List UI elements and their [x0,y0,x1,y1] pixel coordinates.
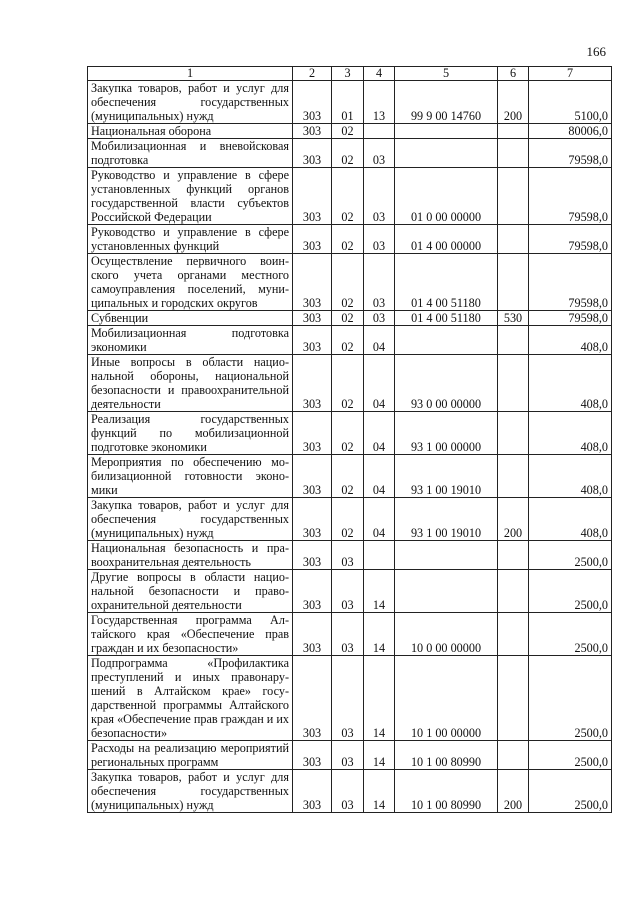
row-rz: 01 [332,81,364,124]
row-csr: 99 9 00 14760 [395,81,498,124]
row-name: Закупка товаров, работ и услуг для обеспечения государственных (муниципальных) нужд [88,770,293,813]
row-rz: 02 [332,311,364,326]
row-vr [498,254,529,311]
row-csr: 10 1 00 00000 [395,656,498,741]
table-row [88,498,612,541]
row-ved: 303 [293,770,332,813]
row-name: Мероприятия по обеспечению мобилизационной готовности экономики [88,455,293,498]
row-vr: 200 [498,81,529,124]
column-header: 5 [395,67,498,81]
table-row [88,81,612,124]
row-rz: 03 [332,613,364,656]
row-sum: 408,0 [529,455,612,498]
row-ved: 303 [293,124,332,139]
table-row [88,225,612,254]
row-ved: 303 [293,570,332,613]
table-row [88,656,612,741]
row-pr: 14 [364,656,395,741]
row-vr [498,412,529,455]
row-sum: 79598,0 [529,139,612,168]
row-sum: 80006,0 [529,124,612,139]
row-vr [498,355,529,412]
row-csr [395,124,498,139]
row-pr: 04 [364,412,395,455]
row-name: Мобилизационная и вневойсковая подготовка [88,139,293,168]
row-pr [364,124,395,139]
row-pr: 04 [364,455,395,498]
row-csr: 01 4 00 51180 [395,311,498,326]
table-row [88,139,612,168]
column-header: 3 [332,67,364,81]
row-ved: 303 [293,412,332,455]
row-rz: 03 [332,741,364,770]
row-csr: 93 1 00 19010 [395,498,498,541]
row-pr: 03 [364,139,395,168]
table-row [88,412,612,455]
row-csr: 93 1 00 19010 [395,455,498,498]
row-csr: 10 0 00 00000 [395,613,498,656]
row-pr: 14 [364,770,395,813]
row-pr: 03 [364,311,395,326]
row-csr: 10 1 00 80990 [395,741,498,770]
row-name: Закупка товаров, работ и услуг для обеспечения государственных (муниципальных) нужд [88,81,293,124]
row-name: Подпрограмма «Профилактика преступлений и иных правонарушений в Алтайском крае» государственной программы Алтайского края «Обеспечение прав граждан и их безопасности» [88,656,293,741]
row-vr [498,225,529,254]
row-ved: 303 [293,168,332,225]
row-ved: 303 [293,254,332,311]
row-name: Национальная оборона [88,124,293,139]
row-vr: 200 [498,498,529,541]
row-pr: 14 [364,613,395,656]
row-ved: 303 [293,311,332,326]
row-csr: 93 0 00 00000 [395,355,498,412]
row-ved: 303 [293,455,332,498]
row-name: Осуществление первичного воинского учета органами местного самоуправления поселений, муниципальных и городских округов [88,254,293,311]
row-rz: 02 [332,326,364,355]
row-sum: 2500,0 [529,770,612,813]
table-row [88,326,612,355]
table-row [88,741,612,770]
row-sum: 2500,0 [529,541,612,570]
row-csr: 93 1 00 00000 [395,412,498,455]
row-rz: 02 [332,498,364,541]
row-name: Расходы на реализацию мероприятий региональных программ [88,741,293,770]
row-ved: 303 [293,656,332,741]
table-row [88,613,612,656]
row-rz: 03 [332,770,364,813]
table-row [88,541,612,570]
row-ved: 303 [293,541,332,570]
column-header: 7 [529,67,612,81]
row-rz: 03 [332,656,364,741]
row-name: Закупка товаров, работ и услуг для обеспечения государственных (муниципальных) нужд [88,498,293,541]
row-vr [498,139,529,168]
row-rz: 02 [332,355,364,412]
row-sum: 408,0 [529,326,612,355]
row-name: Другие вопросы в области национальной безопасности и правоохранительной деятельности [88,570,293,613]
table-row [88,770,612,813]
row-ved: 303 [293,81,332,124]
column-header: 1 [88,67,293,81]
row-sum: 408,0 [529,412,612,455]
row-vr [498,541,529,570]
table-row [88,455,612,498]
table-header-row [88,67,612,81]
row-rz: 02 [332,254,364,311]
row-rz: 03 [332,570,364,613]
row-pr [364,541,395,570]
row-vr [498,570,529,613]
row-sum: 79598,0 [529,254,612,311]
row-csr: 01 4 00 00000 [395,225,498,254]
row-pr: 14 [364,570,395,613]
row-pr: 03 [364,225,395,254]
row-name: Мобилизационная подготовка экономики [88,326,293,355]
row-pr: 03 [364,254,395,311]
row-sum: 79598,0 [529,311,612,326]
row-rz: 03 [332,541,364,570]
table-row [88,355,612,412]
row-vr [498,613,529,656]
row-rz: 02 [332,412,364,455]
row-name: Субвенции [88,311,293,326]
table-row [88,570,612,613]
row-pr: 04 [364,355,395,412]
row-rz: 02 [332,455,364,498]
row-csr: 10 1 00 80990 [395,770,498,813]
row-pr: 13 [364,81,395,124]
row-vr: 200 [498,770,529,813]
row-sum: 5100,0 [529,81,612,124]
row-name: Реализация государственных функций по мобилизационной подготовке экономики [88,412,293,455]
row-vr [498,656,529,741]
row-sum: 79598,0 [529,168,612,225]
row-ved: 303 [293,613,332,656]
row-pr: 04 [364,498,395,541]
row-ved: 303 [293,498,332,541]
row-vr: 530 [498,311,529,326]
row-name: Руководство и управление в сфере установленных функций органов государственной власти субъектов Российской Федерации [88,168,293,225]
row-ved: 303 [293,326,332,355]
row-ved: 303 [293,355,332,412]
row-rz: 02 [332,225,364,254]
row-sum: 2500,0 [529,613,612,656]
column-header: 2 [293,67,332,81]
column-header: 6 [498,67,529,81]
row-sum: 2500,0 [529,656,612,741]
row-name: Иные вопросы в области национальной обороны, национальной безопасности и правоохранительной деятельности [88,355,293,412]
row-sum: 408,0 [529,355,612,412]
row-sum: 408,0 [529,498,612,541]
row-csr [395,570,498,613]
row-name: Руководство и управление в сфере установленных функций [88,225,293,254]
row-rz: 02 [332,124,364,139]
row-ved: 303 [293,225,332,254]
row-rz: 02 [332,139,364,168]
row-vr [498,741,529,770]
row-csr: 01 4 00 51180 [395,254,498,311]
row-vr [498,168,529,225]
row-pr: 14 [364,741,395,770]
table-body [88,81,612,813]
row-csr [395,139,498,168]
column-header: 4 [364,67,395,81]
row-name: Государственная программа Алтайского края «Обеспечение прав граждан и их безопасности» [88,613,293,656]
row-csr: 01 0 00 00000 [395,168,498,225]
row-csr [395,326,498,355]
row-pr: 03 [364,168,395,225]
page-number: 166 [586,44,606,59]
row-name: Национальная безопасность и правоохранительная деятельность [88,541,293,570]
table-row [88,311,612,326]
row-vr [498,124,529,139]
row-sum: 2500,0 [529,741,612,770]
table-row [88,254,612,311]
table-row [88,124,612,139]
row-vr [498,455,529,498]
row-sum: 2500,0 [529,570,612,613]
row-rz: 02 [332,168,364,225]
table-row [88,168,612,225]
row-vr [498,326,529,355]
budget-table [87,66,612,813]
row-ved: 303 [293,741,332,770]
row-pr: 04 [364,326,395,355]
row-ved: 303 [293,139,332,168]
row-sum: 79598,0 [529,225,612,254]
row-csr [395,541,498,570]
